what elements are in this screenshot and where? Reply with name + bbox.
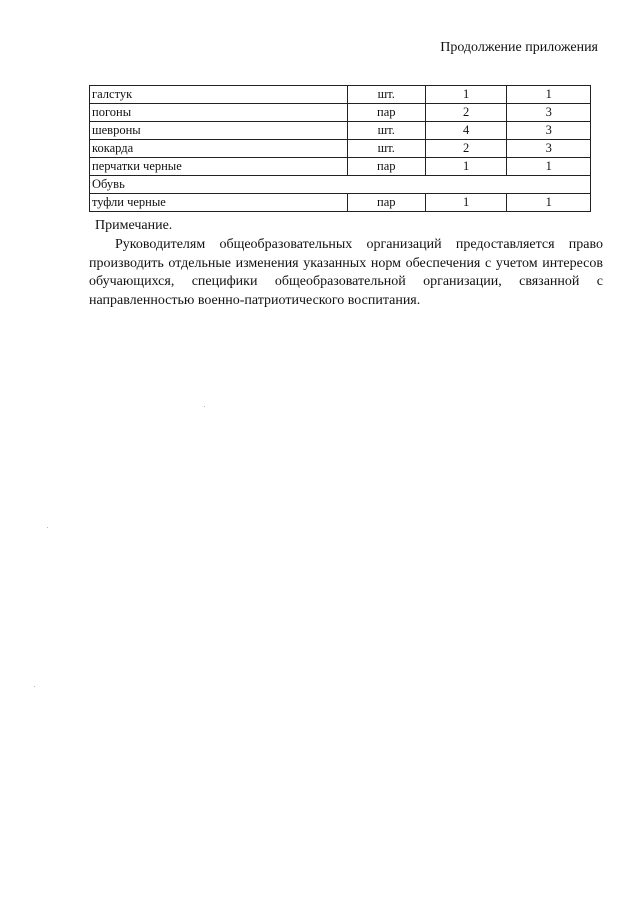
- scan-speck: [47, 527, 48, 528]
- note-paragraph: Руководителям общеобразовательных организаций предоставляется право производить отдельные изменения указанных норм обеспечения с учетом интересов обучающихся, специфики общеобразовательной организации, связанной с направленностью военно-патриотического воспитания.: [89, 237, 603, 308]
- table-row: [90, 122, 591, 140]
- item-name: шевроны: [90, 122, 348, 140]
- note-title: Примечание.: [95, 218, 173, 233]
- item-name: погоны: [90, 104, 348, 122]
- item-quantity-2: 1: [507, 158, 591, 176]
- item-name: кокарда: [90, 140, 348, 158]
- table-row: [90, 86, 591, 104]
- item-name: перчатки черные: [90, 158, 348, 176]
- table-row: [90, 194, 591, 212]
- item-quantity-1: 1: [425, 194, 507, 212]
- item-unit: шт.: [347, 140, 425, 158]
- item-unit: шт.: [347, 86, 425, 104]
- continuation-header: Продолжение приложения: [440, 40, 598, 55]
- item-unit: шт.: [347, 122, 425, 140]
- item-quantity-2: 1: [507, 194, 591, 212]
- item-quantity-1: 4: [425, 122, 507, 140]
- item-quantity-2: 1: [507, 86, 591, 104]
- item-quantity-1: 2: [425, 104, 507, 122]
- table-row: [90, 140, 591, 158]
- section-heading: Обувь: [90, 176, 591, 194]
- scan-speck: [204, 406, 205, 407]
- table-row: [90, 104, 591, 122]
- supply-norms-table: [89, 85, 591, 212]
- item-quantity-1: 2: [425, 140, 507, 158]
- scan-speck: [34, 686, 35, 687]
- item-quantity-2: 3: [507, 140, 591, 158]
- item-quantity-2: 3: [507, 122, 591, 140]
- item-quantity-1: 1: [425, 86, 507, 104]
- item-name: галстук: [90, 86, 348, 104]
- item-unit: пар: [347, 194, 425, 212]
- item-name: туфли черные: [90, 194, 348, 212]
- item-quantity-1: 1: [425, 158, 507, 176]
- item-unit: пар: [347, 158, 425, 176]
- item-quantity-2: 3: [507, 104, 591, 122]
- table-row: [90, 158, 591, 176]
- table-section-row: [90, 176, 591, 194]
- item-unit: пар: [347, 104, 425, 122]
